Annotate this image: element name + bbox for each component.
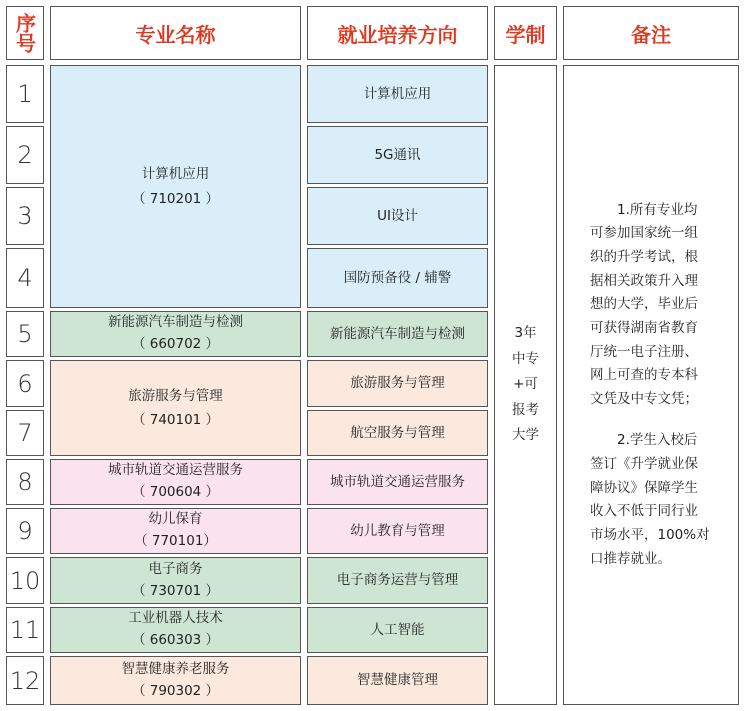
direction-cell bbox=[307, 459, 488, 505]
major-code: （ 660702 ） bbox=[131, 336, 220, 352]
header-major-label: 专业名称 bbox=[135, 22, 216, 47]
duration-line: 中专 bbox=[512, 350, 539, 367]
major-name: 智慧健康养老服务 bbox=[121, 660, 230, 677]
major-cell bbox=[50, 459, 301, 505]
row-number-text: 3 bbox=[17, 202, 33, 230]
header-remarks-label: 备注 bbox=[631, 22, 671, 47]
row-number-text: 6 bbox=[17, 369, 33, 398]
major-cell bbox=[50, 360, 301, 456]
row-number bbox=[6, 248, 44, 308]
direction-cell bbox=[307, 65, 488, 123]
row-number-text: 5 bbox=[17, 320, 33, 348]
row-number bbox=[6, 607, 44, 653]
row-number bbox=[6, 65, 44, 123]
major-name: 电子商务 bbox=[148, 560, 203, 577]
major-name: 幼儿保育 bbox=[148, 511, 203, 528]
row-number bbox=[6, 126, 44, 184]
row-number bbox=[6, 187, 44, 245]
direction-text: 人工智能 bbox=[370, 621, 425, 638]
header-index-label: 序号 bbox=[12, 13, 37, 53]
duration-line: +可 bbox=[513, 376, 538, 393]
header-remarks bbox=[563, 6, 739, 60]
row-number bbox=[6, 656, 44, 705]
header-index bbox=[6, 6, 44, 60]
header-duration-label: 学制 bbox=[505, 22, 546, 47]
row-number-text: 9 bbox=[17, 517, 33, 545]
duration-line: 报考 bbox=[512, 401, 539, 418]
row-number-text: 10 bbox=[9, 566, 41, 595]
major-code: （ 730701 ） bbox=[131, 582, 220, 599]
header-duration bbox=[494, 6, 557, 60]
direction-cell bbox=[307, 557, 488, 604]
major-cell bbox=[50, 557, 301, 604]
row-number bbox=[6, 410, 44, 456]
major-name: 工业机器人技术 bbox=[128, 610, 223, 627]
duration-cell bbox=[494, 65, 557, 705]
header-major bbox=[50, 6, 301, 60]
row-number bbox=[6, 311, 44, 357]
remarks-cell bbox=[563, 65, 739, 705]
direction-text: 5G通讯 bbox=[374, 146, 421, 163]
major-code: （ 740101 ） bbox=[131, 412, 220, 428]
direction-text: 幼儿教育与管理 bbox=[350, 522, 445, 539]
direction-text: 城市轨道交通运营服务 bbox=[330, 473, 465, 490]
direction-text: 计算机应用 bbox=[363, 85, 432, 102]
row-number bbox=[6, 557, 44, 604]
major-name: 新能源汽车制造与检测 bbox=[108, 314, 243, 331]
row-number-text: 11 bbox=[9, 616, 41, 644]
direction-cell bbox=[307, 607, 488, 653]
major-cell bbox=[50, 607, 301, 653]
major-cell bbox=[50, 656, 301, 705]
direction-text: 电子商务运营与管理 bbox=[336, 572, 459, 589]
row-number-text: 1 bbox=[17, 80, 33, 108]
direction-text: 新能源汽车制造与检测 bbox=[330, 325, 465, 342]
direction-text: 国防预备役 / 辅警 bbox=[343, 269, 452, 286]
major-code: （ 770101） bbox=[134, 533, 217, 549]
direction-cell bbox=[307, 656, 488, 705]
duration-line: 大学 bbox=[512, 427, 539, 444]
direction-text: 旅游服务与管理 bbox=[350, 375, 445, 392]
remark-note-2: 2.学生入校后签订《升学就业保障协议》保障学生收入不低于同行业市场水平，100%对口推荐就业。 bbox=[590, 432, 710, 567]
major-cell bbox=[50, 65, 301, 308]
row-number bbox=[6, 508, 44, 554]
duration-line: 3年 bbox=[514, 324, 537, 341]
row-number bbox=[6, 459, 44, 505]
row-number-text: 7 bbox=[17, 419, 33, 447]
row-number-text: 2 bbox=[17, 141, 33, 169]
direction-text: 智慧健康管理 bbox=[357, 672, 438, 689]
row-number-text: 12 bbox=[9, 666, 41, 695]
direction-cell bbox=[307, 187, 488, 245]
row-number bbox=[6, 360, 44, 407]
major-code: （ 660303 ） bbox=[131, 632, 220, 648]
major-code: （ 790302 ） bbox=[131, 682, 220, 699]
major-name: 城市轨道交通运营服务 bbox=[108, 462, 243, 479]
direction-cell bbox=[307, 311, 488, 357]
header-direction-label: 就业培养方向 bbox=[337, 22, 458, 47]
remark-note-1: 1.所有专业均可参加国家统一组织的升学考试，根据相关政策升入理想的大学，毕业后可获得湖南省教育厅统一电子注册、网上可查的专本科文凭及中专文凭； bbox=[590, 201, 698, 407]
direction-text: 航空服务与管理 bbox=[350, 424, 445, 441]
direction-cell bbox=[307, 508, 488, 554]
major-cell bbox=[50, 508, 301, 554]
direction-cell bbox=[307, 248, 488, 308]
direction-text: UI设计 bbox=[377, 207, 418, 224]
row-number-text: 8 bbox=[17, 468, 33, 496]
major-code: （ 710201 ） bbox=[131, 190, 220, 207]
direction-cell bbox=[307, 126, 488, 184]
major-code: （ 700604 ） bbox=[131, 484, 220, 500]
row-number-text: 4 bbox=[17, 264, 33, 292]
major-name: 计算机应用 bbox=[141, 166, 210, 183]
remarks-notes bbox=[564, 199, 738, 571]
major-cell bbox=[50, 311, 301, 357]
major-name: 旅游服务与管理 bbox=[128, 387, 223, 404]
direction-cell bbox=[307, 410, 488, 456]
header-direction bbox=[307, 6, 488, 60]
direction-cell bbox=[307, 360, 488, 407]
